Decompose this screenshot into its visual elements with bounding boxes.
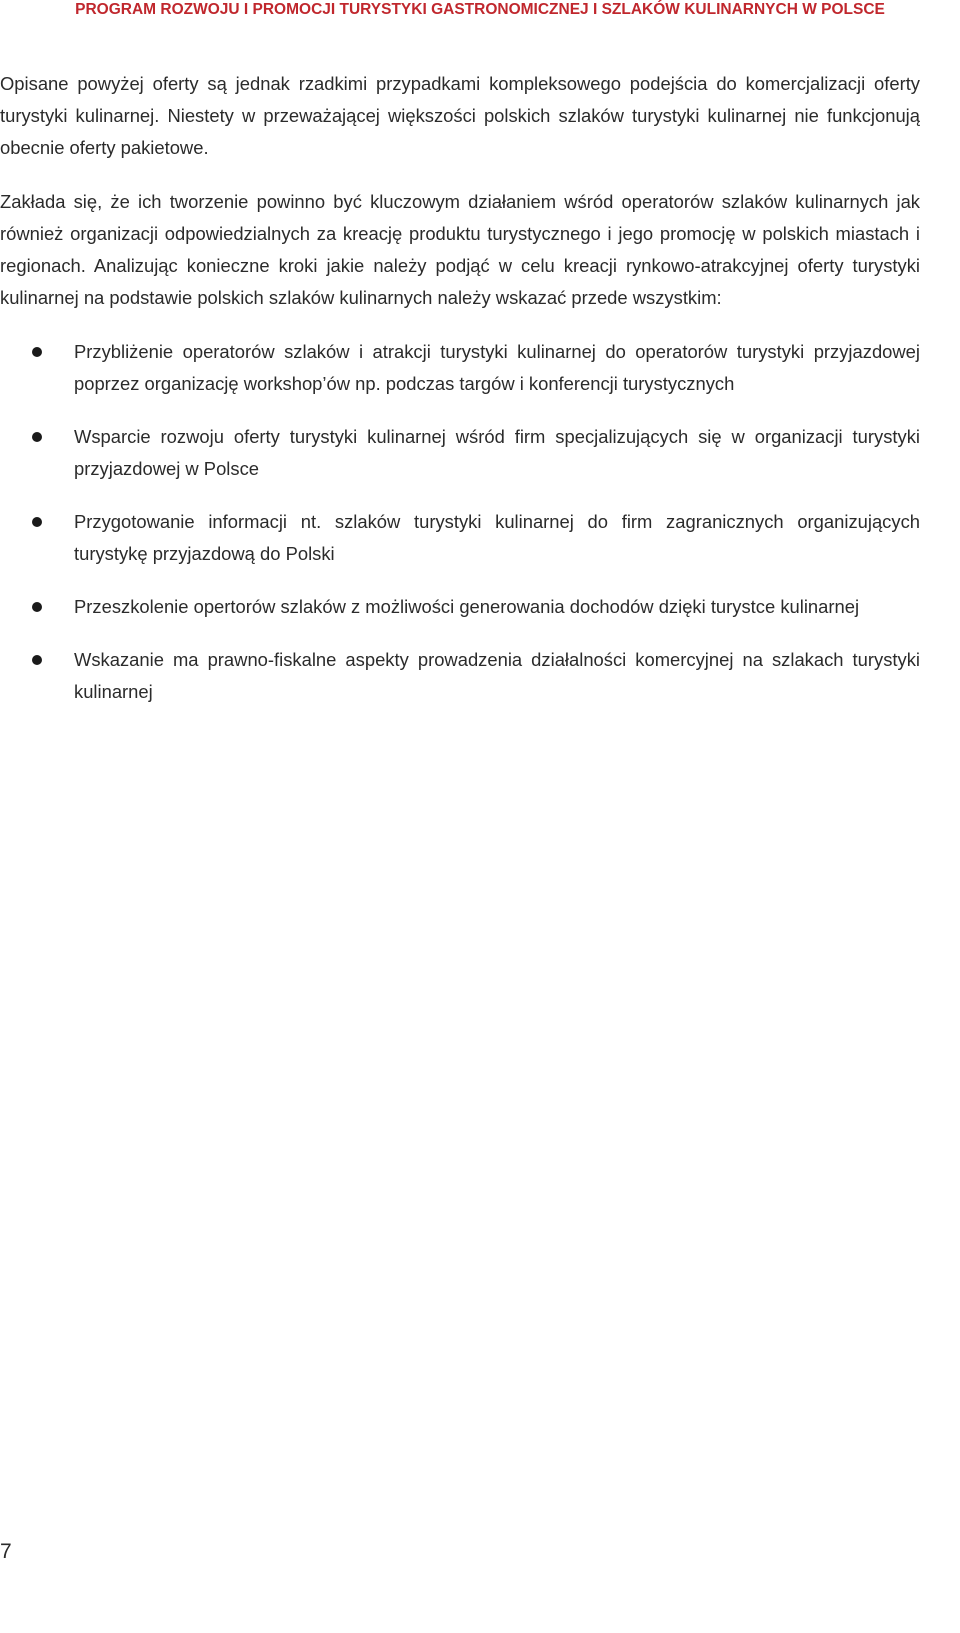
list-item-text: Przybliżenie operatorów szlaków i atrakcji turystyki kulinarnej do operatorów turystyki przyjazdowej poprzez organizację workshop’ów np. podczas targów i konferencji turystycznych	[74, 341, 920, 394]
bullet-icon	[32, 432, 42, 442]
page-number: 7	[0, 1540, 12, 1563]
paragraph-main: Zakłada się, że ich tworzenie powinno być kluczowym działaniem wśród operatorów szlaków kulinarnych jak również organizacji odpowiedzialnych za kreację produktu turystycznego i jego promocję w polskich miastach i regionach. Analizując konieczne kroki jakie należy podjąć w celu kreacji rynkowo-atrakcyjnej oferty turystyki kulinarnej na podstawie polskich szlaków kulinarnych należy wskazać przede wszystkim:	[0, 191, 920, 308]
list-item	[0, 421, 920, 485]
list-item	[0, 506, 920, 570]
list-item	[0, 336, 920, 400]
list-item	[0, 644, 920, 708]
running-header: PROGRAM ROZWOJU I PROMOCJI TURYSTYKI GASTRONOMICZNEJ I SZLAKÓW KULINARNYCH W POLSCE	[75, 1, 885, 18]
bullet-icon	[32, 517, 42, 527]
list-item-text: Przygotowanie informacji nt. szlaków turystyki kulinarnej do firm zagranicznych organizujących turystykę przyjazdową do Polski	[74, 511, 920, 564]
list-item-text: Wsparcie rozwoju oferty turystyki kulinarnej wśród firm specjalizujących się w organizacji turystyki przyjazdowej w Polsce	[74, 426, 920, 479]
paragraph-intro: Opisane powyżej oferty są jednak rzadkimi przypadkami kompleksowego podejścia do komercjalizacji oferty turystyki kulinarnej. Niestety w przeważającej większości polskich szlaków turystyki kulinarnej nie funkcjonują obecnie oferty pakietowe.	[0, 73, 920, 158]
list-item-text: Wskazanie ma prawno-fiskalne aspekty prowadzenia działalności komercyjnej na szlakach turystyki kulinarnej	[74, 649, 920, 702]
bullet-icon	[32, 602, 42, 612]
list-item-text: Przeszkolenie opertorów szlaków z możliwości generowania dochodów dzięki turystce kulinarnej	[74, 596, 860, 617]
bullet-list	[0, 336, 920, 708]
list-item	[0, 591, 920, 623]
bullet-icon	[32, 347, 42, 357]
document-body	[0, 68, 920, 729]
bullet-icon	[32, 655, 42, 665]
